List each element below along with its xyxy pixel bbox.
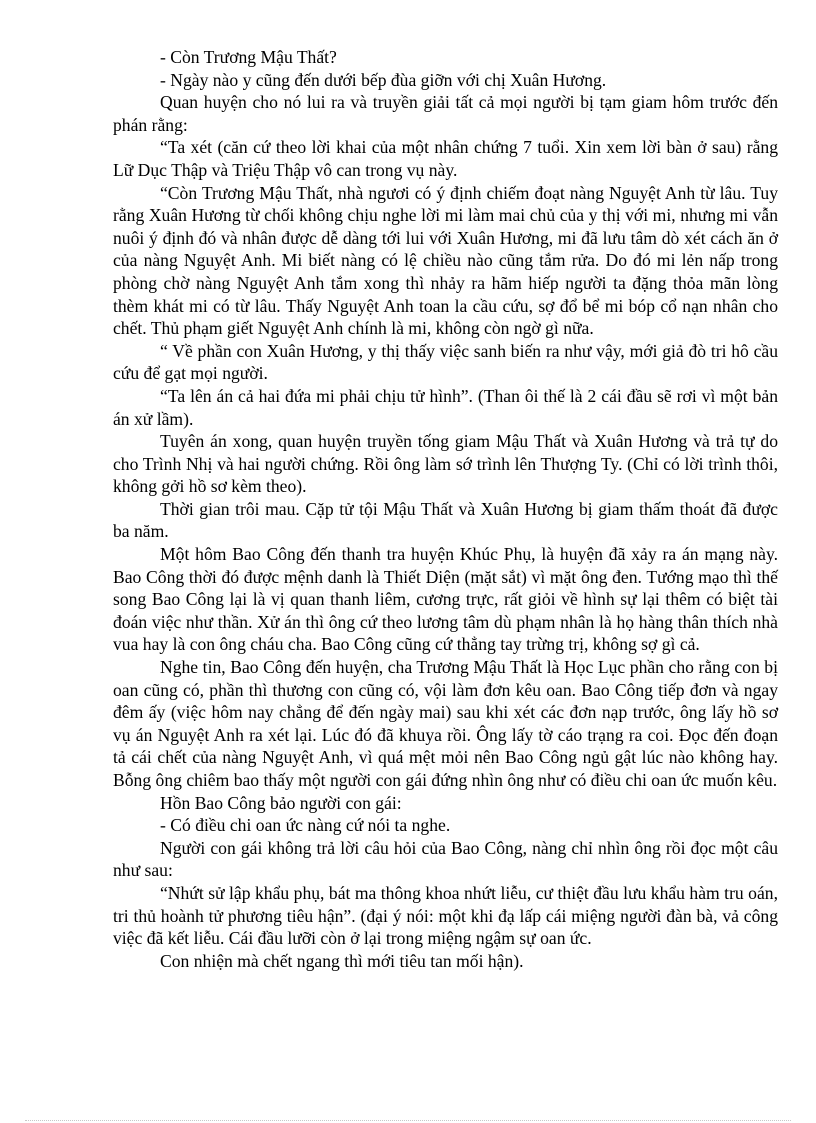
paragraph-10: Một hôm Bao Công đến thanh tra huyện Khúc Phụ, là huyện đã xảy ra án mạng này. Bao Công thời đó được mệnh danh là Thiết Diện (mặt sắt) vì mặt ông đen. Tướng mạo thì thế song Bao Công lại là vị quan thanh liêm, cương trực, rất giỏi về hình sự lại thêm có biệt tài đoán việc như thần. Xử án thì ông cứ theo lương tâm dù phạm nhân là họ hàng thân thích nhà vua hay là con ông cháu cha. Bao Công cũng cứ thẳng tay trừng trị, không sợ gì cả. — [113, 544, 778, 655]
paragraph-12: Hồn Bao Công bảo người con gái: — [160, 792, 402, 813]
paragraph-5: “Còn Trương Mậu Thất, nhà ngươi có ý định chiếm đoạt nàng Nguyệt Anh từ lâu. Tuy rằng Xuân Hương từ chối không chịu nghe lời mi làm mai chủ của y thị với mi, nhưng mi vẫn nuôi ý định đó và nhân được dễ dàng tới lui với Xuân Hương, mi đã lưu tâm dò xét cách ăn ở của nàng Nguyệt Anh. Mi biết nàng có lệ chiều nào cũng tắm rửa. Do đó mi lẻn nấp trong phòng chờ nàng Nguyệt Anh tắm xong thì nhảy ra hãm hiếp người ta đặng thỏa mãn lòng thèm khát mi có từ lâu. Thấy Nguyệt Anh toan la cầu cứu, sợ đổ bể mi bóp cổ nạn nhân cho chết. Thủ phạm giết Nguyệt Anh chính là mi, không còn ngờ gì nữa. — [113, 182, 778, 339]
paragraph-3: Quan huyện cho nó lui ra và truyền giải tất cả mọi người bị tạm giam hôm trước đến phán rằng: — [113, 92, 778, 135]
paragraph-14: Người con gái không trả lời câu hỏi của Bao Công, nàng chỉ nhìn ông rồi đọc một câu như sau: — [113, 837, 778, 881]
paragraph-11: Nghe tin, Bao Công đến huyện, cha Trương Mậu Thất là Học Lục phần cho rằng con bị oan cũng có, phần thì thương con cũng có, vội làm đơn kêu oan. Bao Công tiếp đơn và ngay đêm ấy (việc hôm nay chẳng để đến ngày mai) sau khi xét các đơn nạp trước, ông lấy hồ sơ vụ án Nguyệt Anh ra xét lại. Lúc đó đã khuya rồi. Ông lấy tờ cáo trạng ra coi. Đọc đến đoạn tả cái chết của nàng Nguyệt Anh, vì quá mệt mỏi nên Bao Công ngủ gật lúc nào không hay. Bỗng ông chiêm bao thấy một người con gái đứng nhìn ông như có điều chi oan ức muốn kêu. — [113, 657, 778, 790]
paragraph-1: - Còn Trương Mậu Thất? — [160, 47, 337, 67]
page-bottom-divider — [25, 1120, 791, 1121]
paragraph-8: Tuyên án xong, quan huyện truyền tống giam Mậu Thất và Xuân Hương và trả tự do cho Trình Nhị và hai người chứng. Rồi ông làm sớ trình lên Thượng Ty. (Chỉ có lời trình thôi, không gởi hồ sơ kèm theo). — [113, 431, 778, 497]
paragraph-13: - Có điều chi oan ức nàng cứ nói ta nghe. — [160, 815, 451, 836]
paragraph-6: “ Về phần con Xuân Hương, y thị thấy việc sanh biến ra như vậy, mới giả đò tri hô cầu cứu để gạt mọi người. — [113, 340, 778, 384]
paragraph-16: Con nhiện mà chết ngang thì mới tiêu tan mối hận). — [160, 950, 524, 971]
paragraph-4: “Ta xét (căn cứ theo lời khai của một nhân chứng 7 tuổi. Xin xem lời bàn ở sau) rằng Lữ Dục Thập và Triệu Thập vô can trong vụ này. — [113, 137, 778, 180]
paragraph-9: Thời gian trôi mau. Cặp tử tội Mậu Thất và Xuân Hương bị giam thấm thoát đã được ba năm. — [113, 498, 778, 542]
document-body — [113, 46, 778, 972]
paragraph-15: “Nhứt sử lập khẩu phụ, bát ma thông khoa nhứt liễu, cư thiệt đầu lưu khẩu hàm tru oán, tri thủ hoành tử phương tiêu hận”. (đại ý nói: một khi đạ lấp cái miệng người đàn bà, vả công việc đã kết liễu. Cái đầu lưỡi còn ở lại trong miệng ngậm sự oan ức. — [113, 882, 778, 949]
paragraph-7: “Ta lên án cả hai đứa mi phải chịu tử hình”. (Than ôi thế là 2 cái đầu sẽ rơi vì một bản án xử lầm). — [113, 385, 778, 429]
paragraph-2: - Ngày nào y cũng đến dưới bếp đùa giỡn với chị Xuân Hương. — [160, 69, 607, 90]
